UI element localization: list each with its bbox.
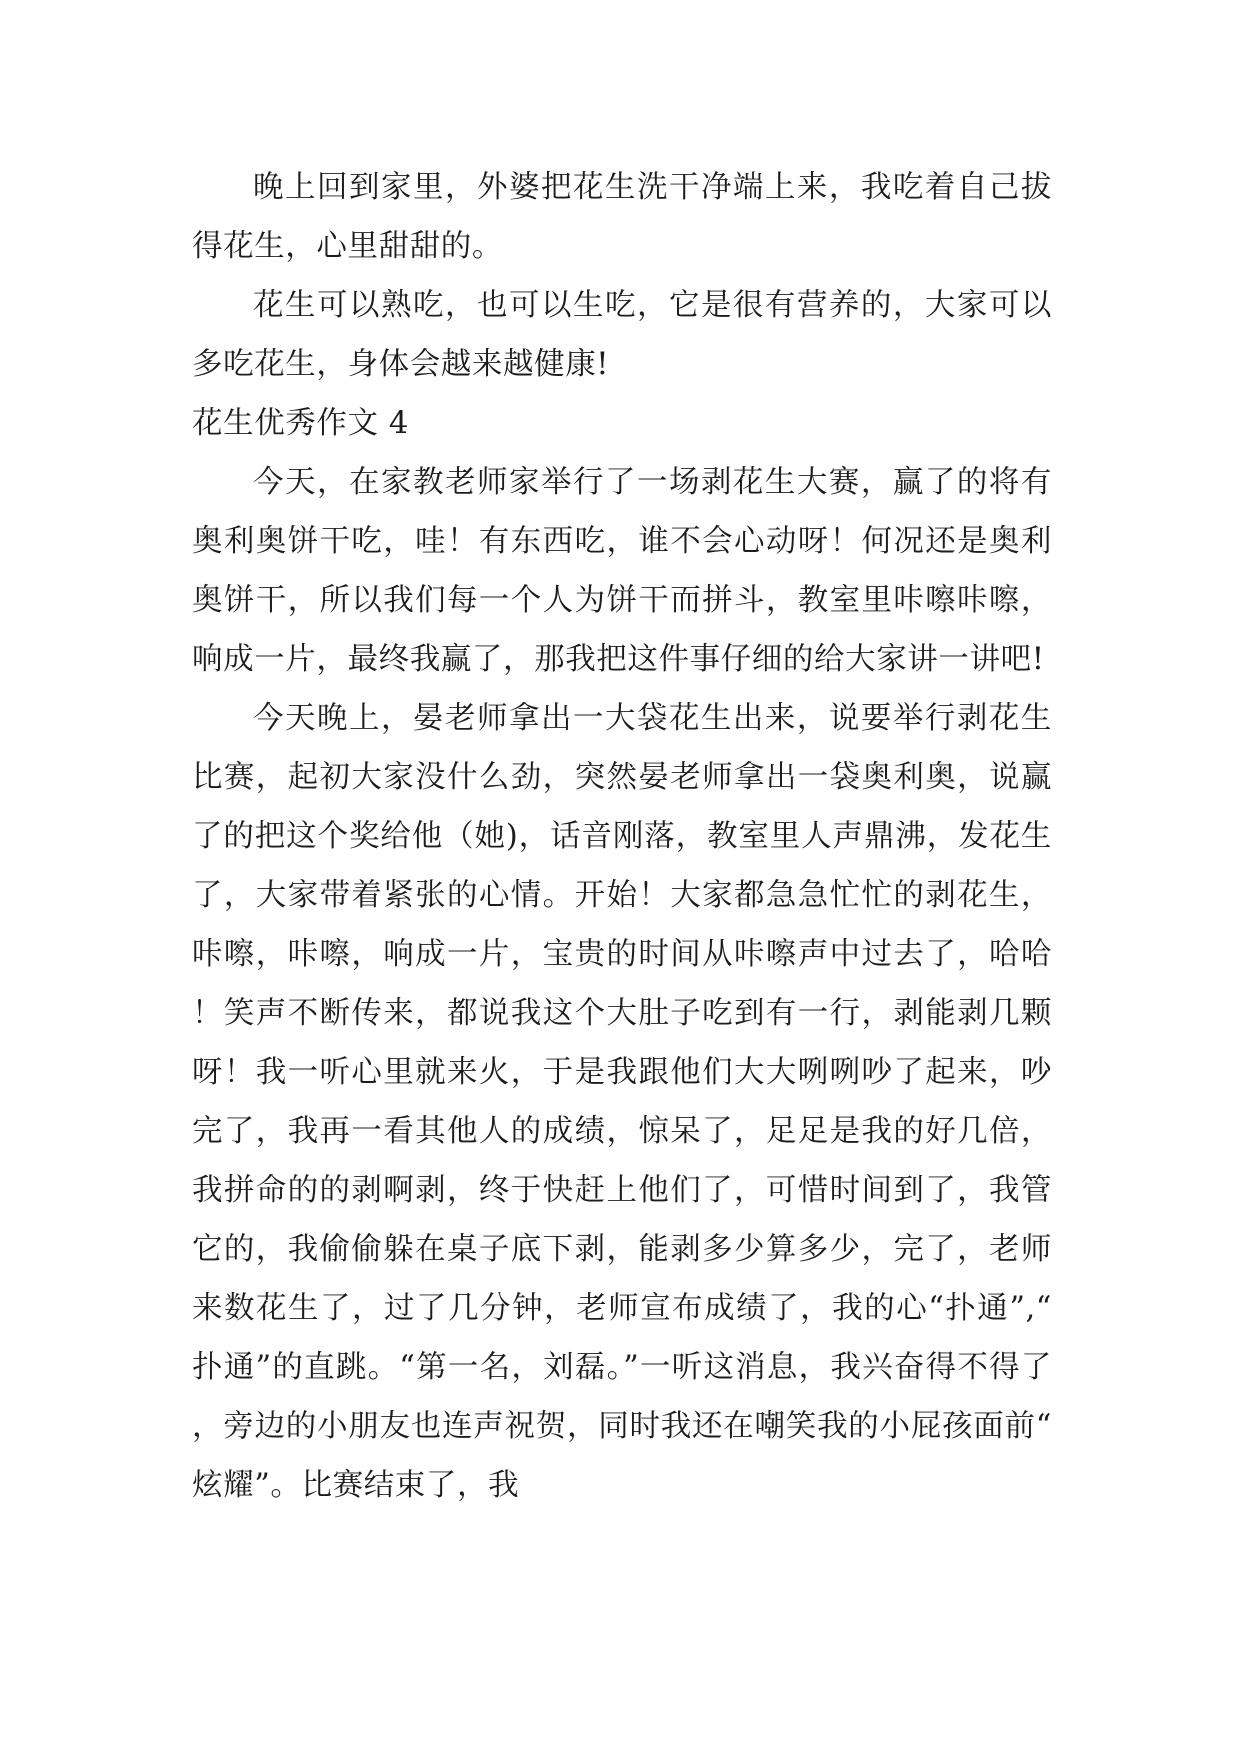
paragraph-contest-story: 今天晚上，晏老师拿出一大袋花生出来，说要举行剥花生比赛，起初大家没什么劲，突然晏老师拿出一袋奥利奥，说赢了的把这个奖给他（她)，话音刚落，教室里人声鼎沸，发花生了，大家带着紧张的心情。开始！大家都急急忙忙的剥花生，咔嚓，咔嚓，响成一片，宝贵的时间从咔嚓声中过去了，哈哈！笑声不断传来，都说我这个大肚子吃到有一行，剥能剥几颗呀！我一听心里就来火，于是我跟他们大大咧咧吵了起来，吵完了，我再一看其他人的成绩，惊呆了，足足是我的好几倍，我拼命的的剥啊剥，终于快赶上他们了，可惜时间到了，我管它的，我偷偷躲在桌子底下剥，能剥多少算多少，完了，老师来数花生了，过了几分钟，老师宣布成绩了，我的心“扑通”,“扑通”的直跳。“第一名，刘磊。”一听这消息，我兴奋得不得了，旁边的小朋友也连声祝贺，同时我还在嘲笑我的小屁孩面前“炫耀”。比赛结束了，我: [192, 701, 1052, 1503]
paragraph-grandma-peanuts: 晚上回到家里，外婆把花生洗干净端上来，我吃着自己拔得花生，心里甜甜的。: [192, 170, 1052, 264]
section-title: 花生优秀作文 4: [192, 406, 409, 441]
document-body: [192, 158, 1052, 1515]
paragraph-peanut-nutrition: 花生可以熟吃，也可以生吃，它是很有营养的，大家可以多吃花生，身体会越来越健康!: [192, 288, 1052, 382]
paragraph-contest-intro: 今天，在家教老师家举行了一场剥花生大赛，赢了的将有奥利奥饼干吃，哇！有东西吃，谁不会心动呀！何况还是奥利奥饼干，所以我们每一个人为饼干而拼斗，教室里咔嚓咔嚓，响成一片，最终我赢了，那我把这件事仔细的给大家讲一讲吧!: [192, 465, 1052, 677]
